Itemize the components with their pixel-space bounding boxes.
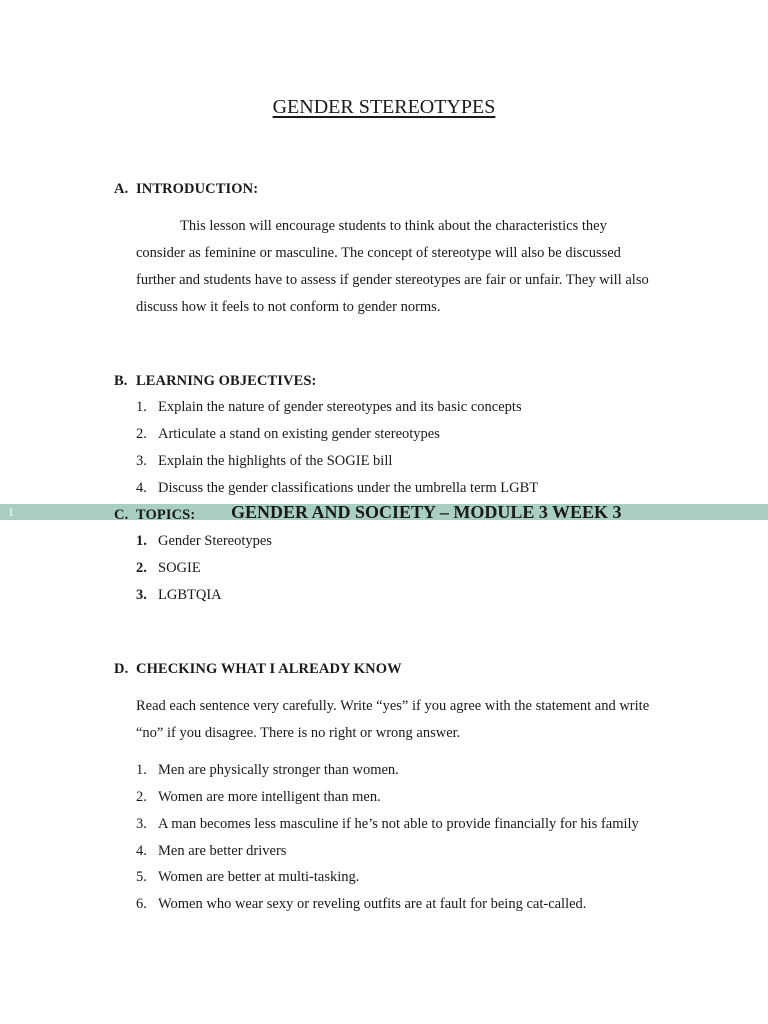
section-letter: A. <box>114 181 129 197</box>
list-text: Women are more intelligent than men. <box>158 789 381 805</box>
list-text: Women are better at multi-tasking. <box>158 869 360 885</box>
section-heading-introduction <box>114 181 258 198</box>
page-title: GENDER STEREOTYPES <box>272 96 496 118</box>
instruction-line-1: Read each sentence very carefully. Write “yes” if you agree with the statement and write <box>136 698 650 714</box>
intro-line-1: This lesson will encourage students to think about the characteristics they <box>180 218 607 234</box>
section-letter: D. <box>114 661 129 677</box>
list-number: 2. <box>136 426 147 442</box>
section-heading-objectives <box>114 373 316 390</box>
section-heading-topics <box>114 507 195 524</box>
list-number: 5. <box>136 869 147 885</box>
list-number: 4. <box>136 843 147 859</box>
list-text: Articulate a stand on existing gender stereotypes <box>158 426 440 442</box>
page-number: 1 <box>8 505 14 519</box>
section-heading-checking <box>114 661 402 678</box>
intro-line-4: discuss how it feels to not conform to gender norms. <box>136 299 441 315</box>
list-number: 6. <box>136 896 147 912</box>
list-text: Explain the nature of gender stereotypes and its basic concepts <box>158 399 522 415</box>
section-title: TOPICS: <box>136 507 196 523</box>
section-letter: B. <box>114 373 128 389</box>
list-text: Men are physically stronger than women. <box>158 762 399 778</box>
section-letter: C. <box>114 507 129 523</box>
list-number: 1. <box>136 762 147 778</box>
list-number: 1. <box>136 399 147 415</box>
list-text: Discuss the gender classifications under the umbrella term LGBT <box>158 480 539 496</box>
list-number: 2. <box>136 789 147 805</box>
list-number: 3. <box>136 816 147 832</box>
intro-line-3: further and students have to assess if gender stereotypes are fair or unfair. They will also <box>136 272 649 288</box>
list-number: 2. <box>136 560 147 576</box>
list-text: Women who wear sexy or reveling outfits are at fault for being cat-called. <box>158 896 587 912</box>
footer-title: GENDER AND SOCIETY – MODULE 3 WEEK 3 <box>231 502 622 522</box>
list-text: SOGIE <box>158 560 201 576</box>
section-title: LEARNING OBJECTIVES: <box>136 373 317 389</box>
instruction-line-2: “no” if you disagree. There is no right or wrong answer. <box>136 725 461 741</box>
intro-line-2: consider as feminine or masculine. The concept of stereotype will also be discussed <box>136 245 621 261</box>
list-number: 1. <box>136 533 147 549</box>
list-text: Explain the highlights of the SOGIE bill <box>158 453 393 469</box>
list-text: A man becomes less masculine if he’s not able to provide financially for his family <box>158 816 639 832</box>
list-text: Men are better drivers <box>158 843 287 859</box>
list-number: 4. <box>136 480 147 496</box>
list-text: LGBTQIA <box>158 587 222 603</box>
list-number: 3. <box>136 453 147 469</box>
list-number: 3. <box>136 587 147 603</box>
section-title: INTRODUCTION: <box>136 181 259 197</box>
list-text: Gender Stereotypes <box>158 533 272 549</box>
section-title: CHECKING WHAT I ALREADY KNOW <box>136 661 402 677</box>
